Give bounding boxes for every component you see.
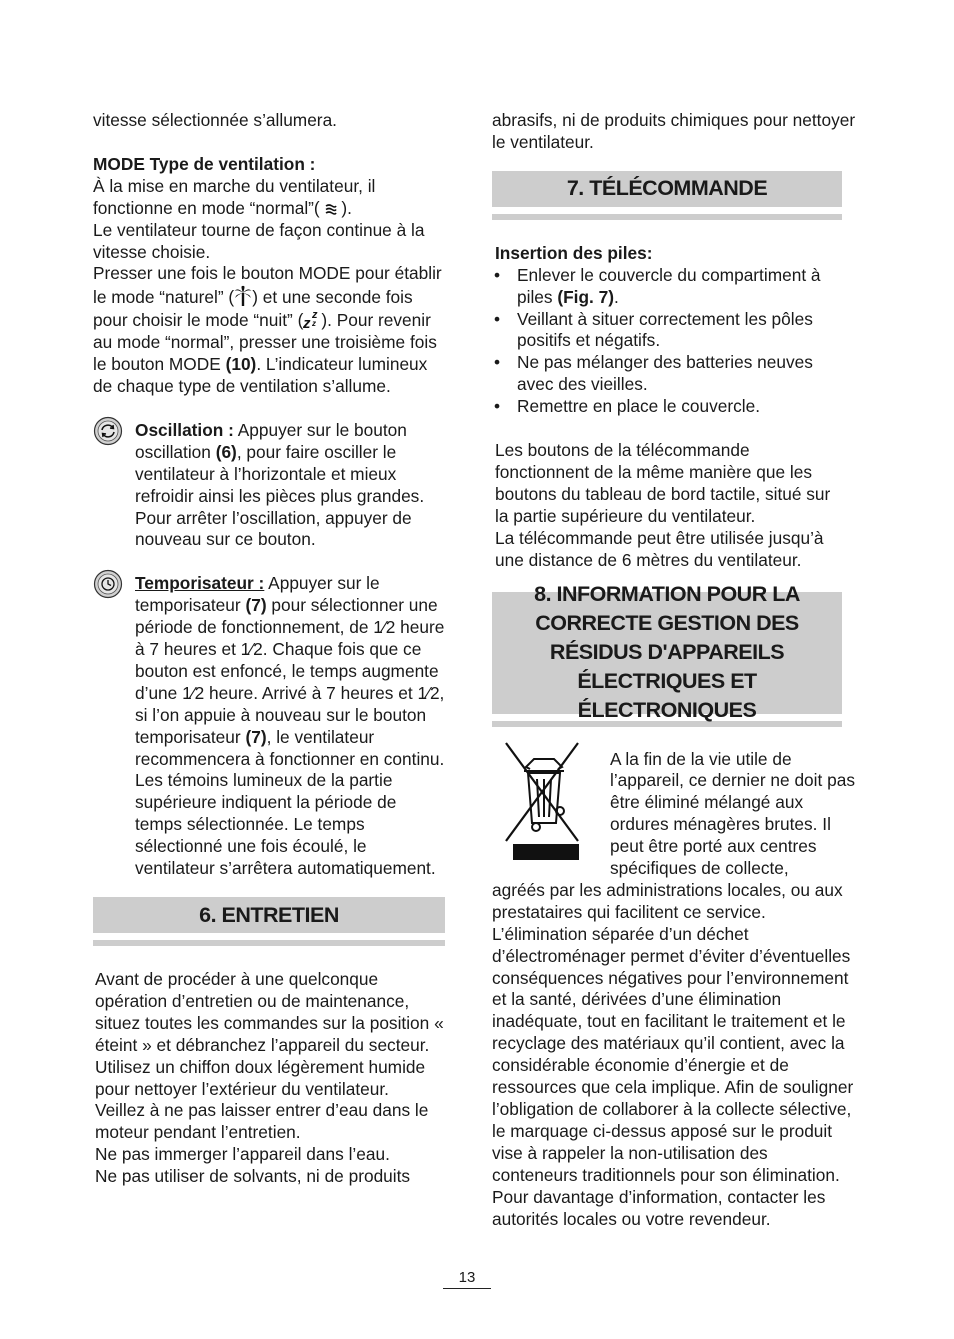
list-item: • Enlever le couvercle du compartiment à piles (Fig. 7). (492, 265, 845, 309)
remote-paragraph-2: La télécommande peut être utilisée jusqu’à une distance de 6 mètres du ventilateur. (495, 527, 824, 570)
normal-wind-icon (325, 203, 337, 215)
maintenance-p3: Veillez à ne pas laisser entrer d’eau dans le moteur pendant l’entretien. (95, 1100, 429, 1143)
weee-text: agréés par les administrations locales, ou aux prestataires qui facilitent ce service. L’élimination séparée d’un déchet d’électroménager permet d’éviter d’éventuelles conséquences négatives pour l’environnement et la santé, dérivées d’une élimination inadéquate, tout en facilitant le traitement et le recyclage des matériaux qu’il contient, avec la considérable économie d’énergie et de ressources que cela implique. Afin de souligner l’obligation de collaborer à la collecte sélective, le marquage ci-dessus apposé sur le produit vise à rappeler la non-utilisation des conteneurs traditionnels pour son élimination. (492, 879, 854, 1185)
timer-button-icon (93, 569, 123, 599)
svg-text:z: z (312, 319, 317, 329)
list-item: • Remettre en place le couvercle. (492, 396, 845, 418)
batteries-list (492, 265, 845, 418)
list-item: • Veillant à situer correctement les pôles positifs et négatifs. (492, 309, 845, 353)
timer-block (93, 573, 445, 880)
mode-paragraph-3: Presser une fois le bouton MODE pour établir le mode “naturel” ( ) et une seconde fois pour choisir le mode “nuit” ( z z z ). Pour revenir au mode “normal”, presser une troisième fois le bouton MODE (10). L’indicateur lumineux de chaque type de ventilation s’allume. (93, 263, 442, 396)
maintenance-p1: Avant de procéder à une quelconque opération d’entretien ou de maintenance, situez toutes les commandes sur la position « éteint » et débranchez l’appareil du secteur. (95, 969, 444, 1055)
mode-paragraph-1: À la mise en marche du ventilateur, il fonctionne en mode “normal”( ). (93, 175, 376, 218)
continued-text: abrasifs, ni de produits chimiques pour nettoyer le ventilateur. (492, 110, 856, 152)
oscillation-button-icon (93, 416, 123, 446)
zzz-sleep-icon (303, 309, 321, 329)
maintenance-p4: Ne pas immerger l’appareil dans l’eau. (95, 1144, 390, 1165)
left-column (93, 110, 445, 1188)
crossed-out-bin-icon (504, 741, 584, 861)
mode-paragraph-2: Le ventilateur tourne de façon continue à la vitesse choisie. (93, 219, 425, 262)
svg-text:z: z (312, 309, 318, 322)
weee-side-text: A la fin de la vie utile de l’appareil, ce dernier ne doit pas être éliminé mélangé aux ordures ménagères brutes. Il peut être porté aux centres spécifiques de collecte, (610, 748, 855, 879)
maintenance-p5: Ne pas utiliser de solvants, ni de produits (95, 1166, 411, 1187)
weee-block (492, 749, 856, 880)
batteries-title: Insertion des piles: (495, 242, 653, 263)
page-number: 13 (443, 1268, 491, 1289)
section-8-title: 8. INFORMATION POUR LA CORRECTE GESTION DES RÉSIDUS D'APPAREILS ÉLECTRIQUES ET ÉLECTRONIQUES (534, 582, 800, 722)
timer-text: Temporisateur : Appuyer sur le temporisateur (7) pour sélectionner une période de fonctionnement, de 1⁄2 heure à 7 heures et 1⁄2. Chaque fois que ce bouton est enfoncé, le temps augmente d’une 1⁄2 heure. Arrivé à 7 heures et 1⁄2, si l’on appuie à nouveau sur le bouton temporisateur (7), le ventilateur recommencera à fonctionner en continu. Les témoins lumineux de la partie supérieure indiquent la période de temps sélectionnée. Le temps sélectionné une fois écoulé, le ventilateur s’arrêtera automatiquement. (135, 573, 445, 879)
section-7-header (492, 171, 842, 220)
list-item: • Ne pas mélanger des batteries neuves avec des vieilles. (492, 352, 845, 396)
oscillation-text: Oscillation : Appuyer sur le bouton oscillation (6), pour faire osciller le ventilateur à l’horizontale et mieux refroidir ainsi les pièces plus grandes. Pour arrêter l’oscillation, appuyer de nouveau sur ce bouton. (135, 419, 425, 550)
section-7-title: 7. TÉLÉCOMMANDE (566, 176, 768, 201)
section-8-header (492, 582, 842, 727)
section-6-title: 6. ENTRETIEN (199, 902, 339, 927)
weee-contact-text: Pour davantage d’information, contacter les autorités locales ou votre revendeur. (492, 1186, 826, 1229)
oscillation-block (93, 420, 445, 551)
svg-text:z: z (303, 315, 311, 330)
remote-paragraph-1: Les boutons de la télécommande fonctionnent de la même manière que les boutons du tableau de bord tactile, situé sur la partie supérieure du ventilateur. (495, 440, 831, 526)
mode-title: MODE Type de ventilation : (93, 153, 316, 174)
section-6-header (93, 897, 445, 946)
intro-text: vitesse sélectionnée s’allumera. (93, 110, 337, 130)
maintenance-p2: Utilisez un chiffon doux légèrement humide pour nettoyer l’extérieur du ventilateur. (95, 1056, 426, 1099)
palm-tree-icon (234, 285, 252, 307)
right-column (492, 110, 856, 1230)
